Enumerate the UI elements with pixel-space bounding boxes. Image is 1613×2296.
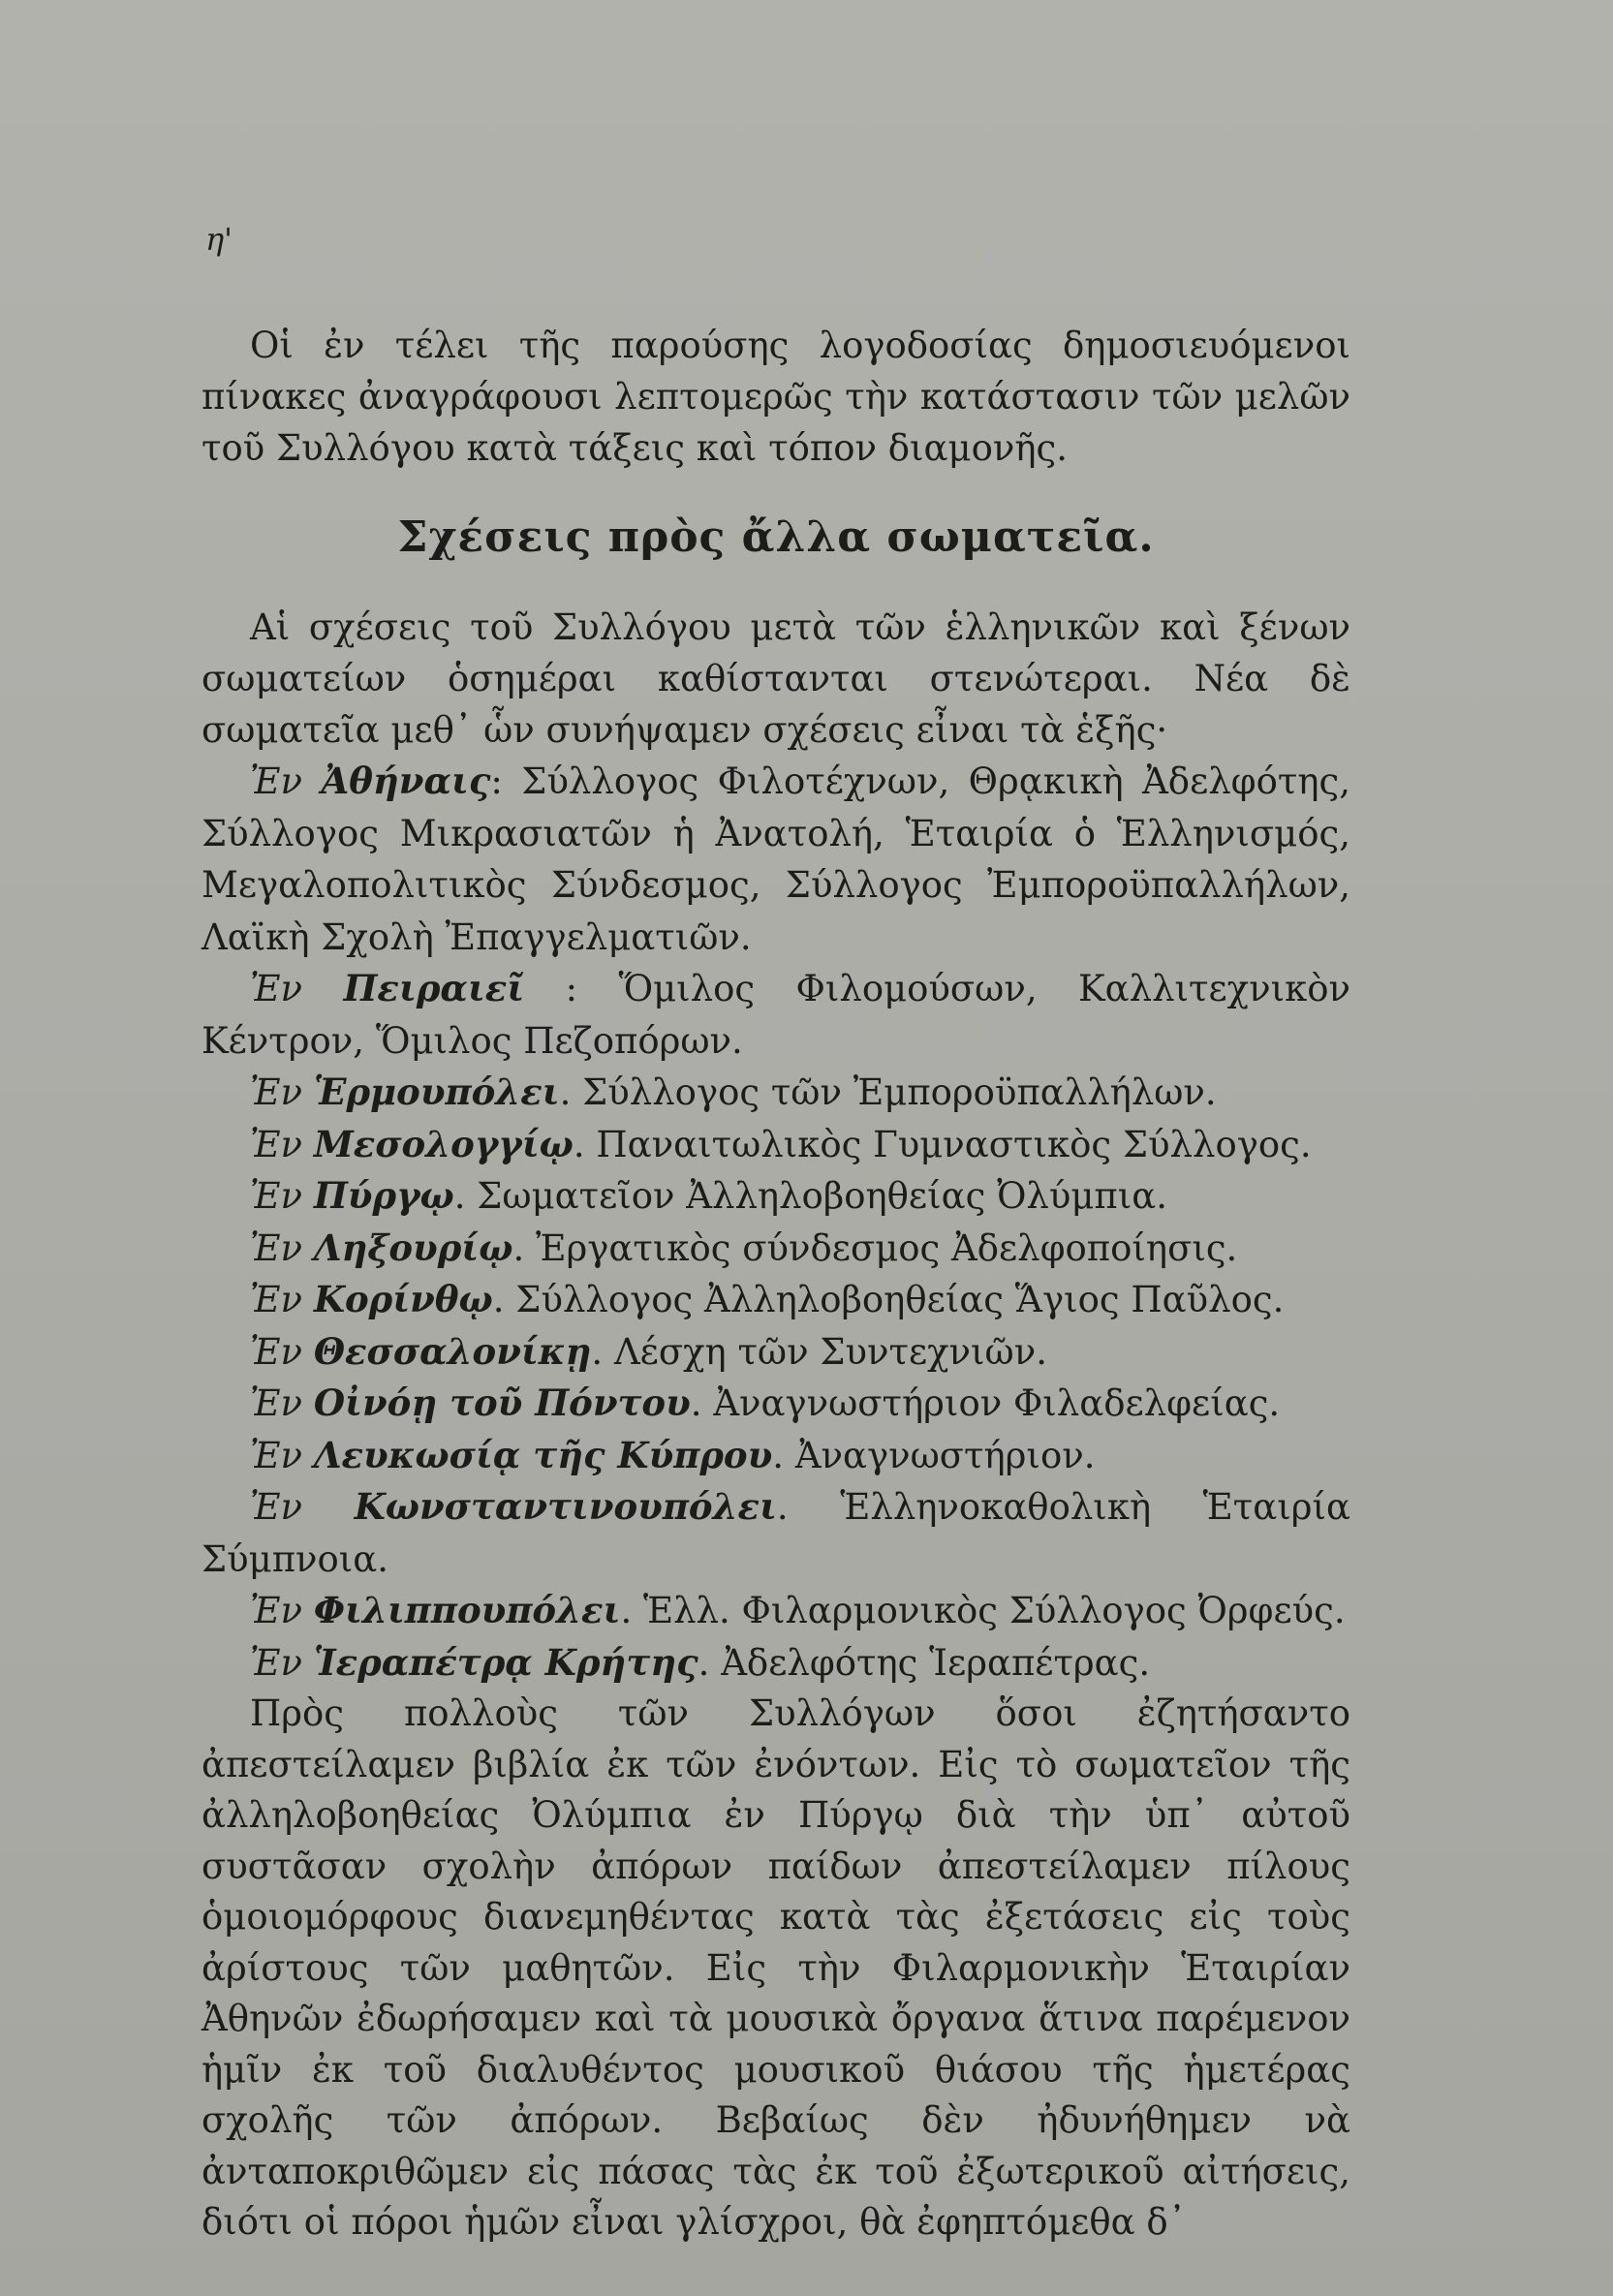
- list-item: Ἐν Κωνσταντινουπόλει. Ἑλληνοκαθολικὴ Ἑταιρία Σύμπνοια.: [202, 1485, 1350, 1580]
- relations-paragraph: Αἱ σχέσεις τοῦ Συλλόγου μετὰ τῶν ἑλληνικῶν καὶ ξένων σωματείων ὁσημέραι καθίστανται στενώτεραι. Νέα δὲ σωματεῖα μεθ᾽ ὧν συνήψαμεν σχέσεις εἶναι τὰ ἑξῆς·: [202, 606, 1350, 751]
- section-heading: Σχέσεις πρὸς ἄλλα σωματεῖα.: [397, 512, 1155, 562]
- page-number: η': [205, 221, 233, 258]
- list-item: Ἐν Φιλιππουπόλει. Ἑλλ. Φιλαρμονικὸς Σύλλογος Ὀρφεύς.: [250, 1589, 1346, 1631]
- societies-list: [202, 756, 1350, 1689]
- list-item: Ἐν Οἰνόῃ τοῦ Πόντου. Ἀναγνωστήριον Φιλαδελφείας.: [250, 1381, 1281, 1424]
- list-item: Ἐν Ἱεραπέτρᾳ Κρήτης. Ἀδελφότης Ἱεραπέτρας.: [250, 1640, 1151, 1684]
- intro-paragraph: Οἱ ἐν τέλει τῆς παρούσης λογοδοσίας δημοσιευόμενοι πίνακες ἀναγράφουσι λεπτομερῶς τὴν κατάστασιν τῶν μελῶν τοῦ Συλλόγου κατὰ τάξεις καὶ τόπον διαμονῆς.: [202, 325, 1350, 469]
- list-item: Ἐν Θεσσαλονίκῃ. Λέσχη τῶν Συντεχνιῶν.: [250, 1329, 1047, 1373]
- list-item: Ἐν Ἀθήναις: Σύλλογος Φιλοτέχνων, Θρᾳκικὴ Ἀδελφότης, Σύλλογος Μικρασιατῶν ἡ Ἀνατολή, Ἑταιρία ὁ Ἑλληνισμός, Μεγαλοπολιτικὸς Σύνδεσμος, Σύλλογος Ἐμποροϋπαλλήλων, Λαϊκὴ Σχολὴ Ἐπαγγελματιῶν.: [202, 760, 1350, 958]
- list-item: Ἐν Λευκωσίᾳ τῆς Κύπρου. Ἀναγνωστήριον.: [250, 1433, 1096, 1476]
- list-item: Ἐν Πειραιεῖ : Ὅμιλος Φιλομούσων, Καλλιτεχνικὸν Κέντρον, Ὅμιλος Πεζοπόρων.: [202, 967, 1350, 1062]
- text-block: [202, 320, 1350, 2249]
- list-item: Ἐν Κορίνθῳ. Σύλλογος Ἀλληλοβοηθείας Ἅγιος Παῦλος.: [250, 1278, 1285, 1320]
- list-item: Ἐν Μεσολογγίῳ. Παναιτωλικὸς Γυμναστικὸς Σύλλογος.: [250, 1122, 1312, 1165]
- list-item: Ἐν Πύργῳ. Σωματεῖον Ἀλληλοβοηθείας Ὀλύμπια.: [250, 1174, 1167, 1217]
- list-item: Ἐν Ἑρμουπόλει. Σύλλογος τῶν Ἐμποροϋπαλλήλων.: [250, 1070, 1217, 1113]
- list-item: Ἐν Ληξουρίῳ. Ἐργατικὸς σύνδεσμος Ἀδελφοποίησις.: [250, 1226, 1238, 1269]
- closing-paragraph: Πρὸς πολλοὺς τῶν Συλλόγων ὅσοι ἐζητήσαντο ἀπεστείλαμεν βιβλία ἐκ τῶν ἐνόντων. Εἰς τὸ σωματεῖον τῆς ἀλληλοβοηθείας Ὀλύμπια ἐν Πύργῳ διὰ τὴν ὑπ᾽ αὐτοῦ συστᾶσαν σχολὴν ἀπόρων παίδων ἀπεστείλαμεν πίλους ὁμοιομόρφους διανεμηθέντας κατὰ τὰς ἐξετάσεις εἰς τοὺς ἀρίστους τῶν μαθητῶν. Εἰς τὴν Φιλαρμονικὴν Ἑταιρίαν Ἀθηνῶν ἐδωρήσαμεν καὶ τὰ μουσικὰ ὄργανα ἅτινα παρέμενον ἡμῖν ἐκ τοῦ διαλυθέντος μουσικοῦ θιάσου τῆς ἡμετέρας σχολῆς τῶν ἀπόρων. Βεβαίως δὲν ἠδυνήθημεν νὰ ἀνταποκριθῶμεν εἰς πάσας τὰς ἐκ τοῦ ἐξωτερικοῦ αἰτήσεις, διότι οἱ πόροι ἡμῶν εἶναι γλίσχροι, θὰ ἐφηπτόμεθα δ᾽: [202, 1692, 1350, 2243]
